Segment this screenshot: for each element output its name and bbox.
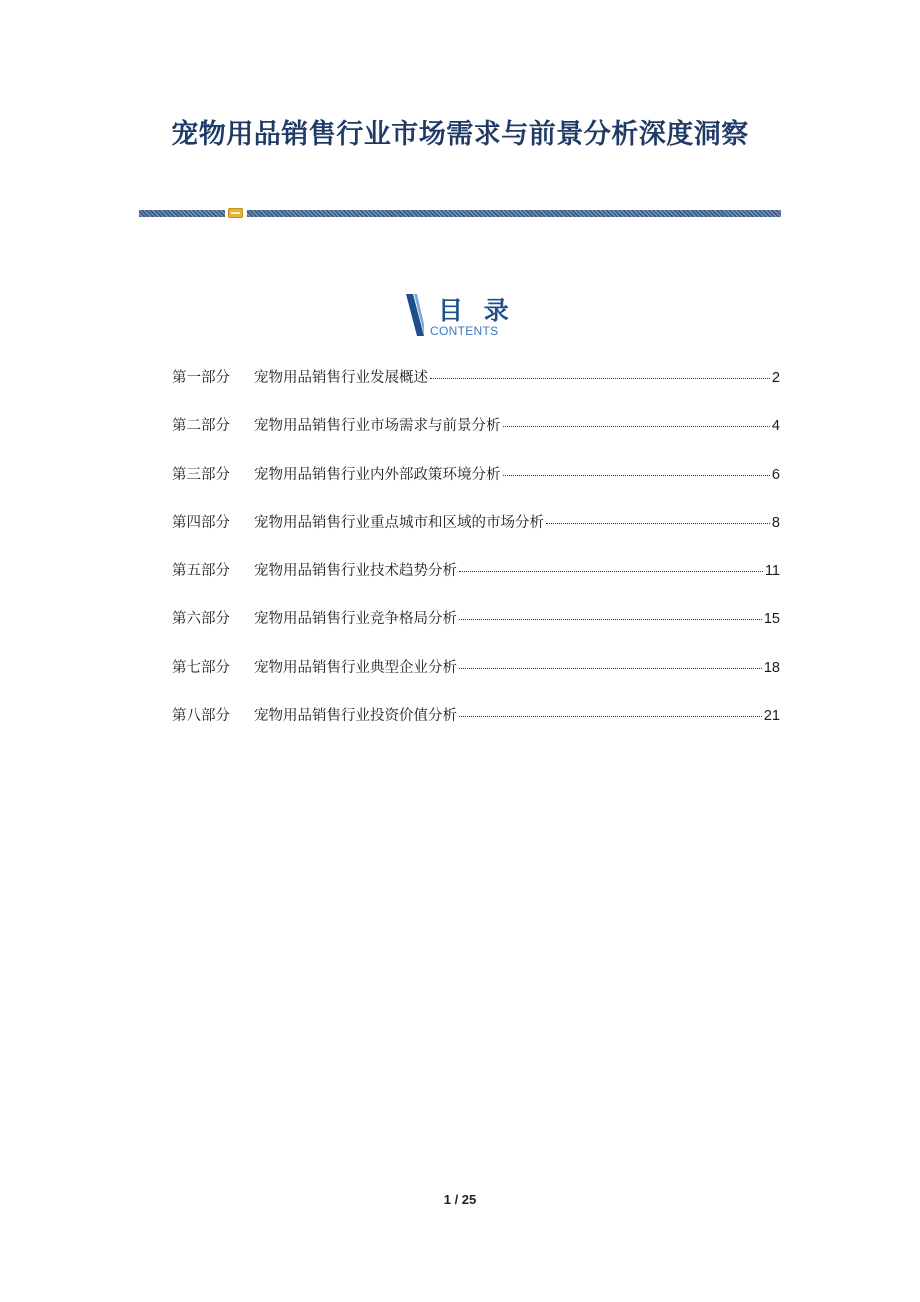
toc-entry-part: 第二部分 — [172, 418, 230, 435]
toc-entry-leader — [459, 667, 762, 669]
toc-entry-page: 21 — [763, 708, 780, 725]
toc-entry-part: 第六部分 — [172, 611, 230, 628]
toc-entry-part: 第八部分 — [172, 708, 230, 725]
toc-entry-title: 宠物用品销售行业竞争格局分析 — [254, 611, 457, 628]
toc-entry[interactable] — [172, 607, 780, 655]
toc-entry-title: 宠物用品销售行业发展概述 — [254, 370, 428, 386]
toc-entry-title: 宠物用品销售行业重点城市和区域的市场分析 — [254, 514, 544, 531]
toc-stripe-icon — [406, 294, 424, 336]
document-title: 宠物用品销售行业市场需求与前景分析深度洞察 — [171, 119, 749, 150]
divider-badge-icon — [228, 208, 243, 218]
toc-entry[interactable] — [172, 463, 780, 511]
table-of-contents — [172, 366, 780, 752]
toc-entry[interactable] — [172, 366, 780, 414]
page-indicator: 1 / 25 — [443, 1192, 477, 1207]
toc-entry[interactable] — [172, 559, 780, 607]
toc-entry-part: 第五部分 — [172, 563, 230, 580]
title-divider — [139, 208, 781, 218]
toc-entry-leader — [459, 618, 762, 620]
toc-entry-title: 宠物用品销售行业市场需求与前景分析 — [254, 418, 501, 435]
toc-header — [406, 294, 526, 340]
toc-entry-leader — [503, 425, 770, 427]
toc-entry-page: 2 — [771, 370, 780, 386]
toc-entry[interactable] — [172, 414, 780, 462]
toc-entry-leader — [459, 570, 763, 572]
toc-entry-part: 第四部分 — [172, 514, 230, 531]
toc-entry[interactable] — [172, 704, 780, 752]
toc-entry-leader — [503, 474, 770, 476]
toc-entry-title: 宠物用品销售行业内外部政策环境分析 — [254, 466, 501, 483]
toc-entry-title: 宠物用品销售行业投资价值分析 — [254, 708, 457, 725]
toc-entry-page: 6 — [771, 466, 780, 483]
toc-subheading: CONTENTS — [430, 324, 499, 338]
toc-heading: 目 录 — [438, 296, 515, 325]
divider-bar-right — [247, 210, 781, 217]
toc-entry-part: 第七部分 — [172, 659, 230, 676]
divider-bar-left — [139, 210, 225, 217]
toc-entry-page: 4 — [771, 418, 780, 435]
toc-entry-leader — [430, 377, 770, 379]
toc-entry[interactable] — [172, 511, 780, 559]
toc-entry-page: 18 — [763, 659, 780, 676]
toc-entry-title: 宠物用品销售行业典型企业分析 — [254, 659, 457, 676]
toc-entry-page: 15 — [763, 611, 780, 628]
toc-entry-part: 第一部分 — [172, 370, 230, 386]
toc-entry-page: 11 — [764, 563, 780, 580]
toc-entry-leader — [459, 715, 762, 717]
toc-entry-leader — [546, 522, 770, 524]
toc-entry-title: 宠物用品销售行业技术趋势分析 — [254, 563, 457, 580]
toc-entry-page: 8 — [771, 514, 780, 531]
toc-entry-part: 第三部分 — [172, 466, 230, 483]
toc-entry[interactable] — [172, 656, 780, 704]
